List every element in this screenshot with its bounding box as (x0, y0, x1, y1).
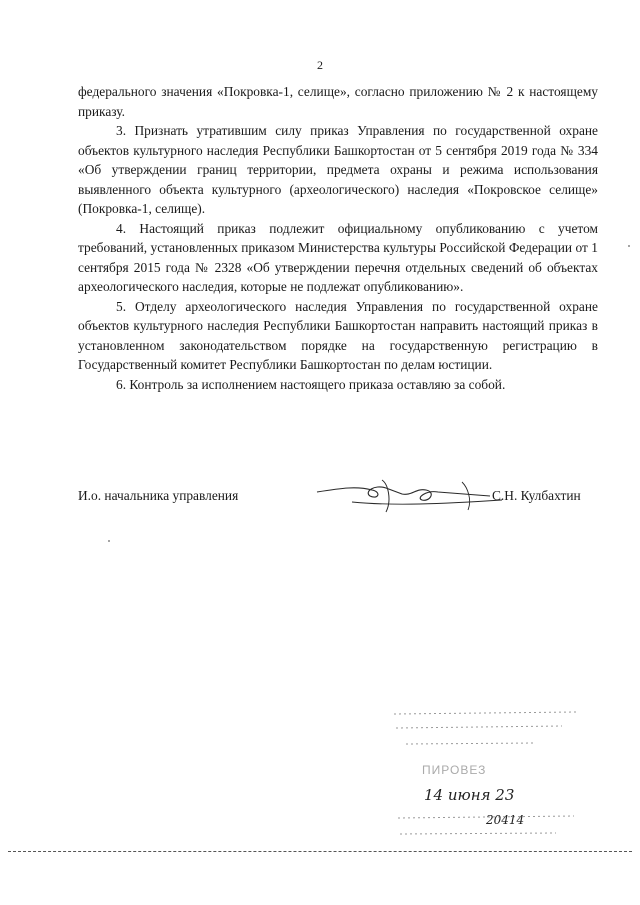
stamp-text: ПИРОВЕЗ (422, 763, 487, 777)
stamp-number: 20414 (486, 813, 525, 827)
signatory-name: С.Н. Кулбахтин (492, 488, 581, 503)
signatory-role: И.о. начальника управления (78, 488, 239, 503)
paragraph-item-3: 3. Признать утратившим силу приказ Управления по государственной охране объектов культурного наследия Республики Башкортостан от 5 сентября 2019 года № 334 «Об утверждении границ территории, предмета охраны и режима использования выявленного объекта культурного (археологического) наследия «Покровское селище» (Покровка-1, селище). (78, 123, 598, 216)
stamp-date: 14 июня 23 (424, 786, 515, 804)
scan-speck (108, 540, 110, 542)
paragraph-continuation: федерального значения «Покровка-1, селище», согласно приложению № 2 к настоящему приказу. (78, 84, 598, 119)
registration-stamp (386, 700, 586, 840)
paragraph-item-6: 6. Контроль за исполнением настоящего приказа оставляю за собой. (116, 376, 506, 392)
paragraph-item-5: 5. Отделу археологического наследия Управления по государственной охране объектов культурного наследия Республики Башкортостан направить настоящий приказ в установленном законодательством порядке на государственную регистрацию в Государственный комитет Республики Башкортостан по делам юстиции. (78, 298, 598, 372)
page-number: 2 (317, 58, 323, 72)
document-body (78, 82, 598, 394)
scan-speck (628, 245, 630, 247)
handwritten-signature (312, 470, 512, 520)
paragraph-item-4: 4. Настоящий приказ подлежит официальному опубликованию с учетом требований, установленных приказом Министерства культуры Российской Федерации от 1 сентября 2015 года № 2328 «Об утверждении перечня отдельных сведений об объектах археологического наследия, которые не подлежат опубликованию». (78, 220, 598, 294)
bottom-divider (8, 851, 632, 852)
